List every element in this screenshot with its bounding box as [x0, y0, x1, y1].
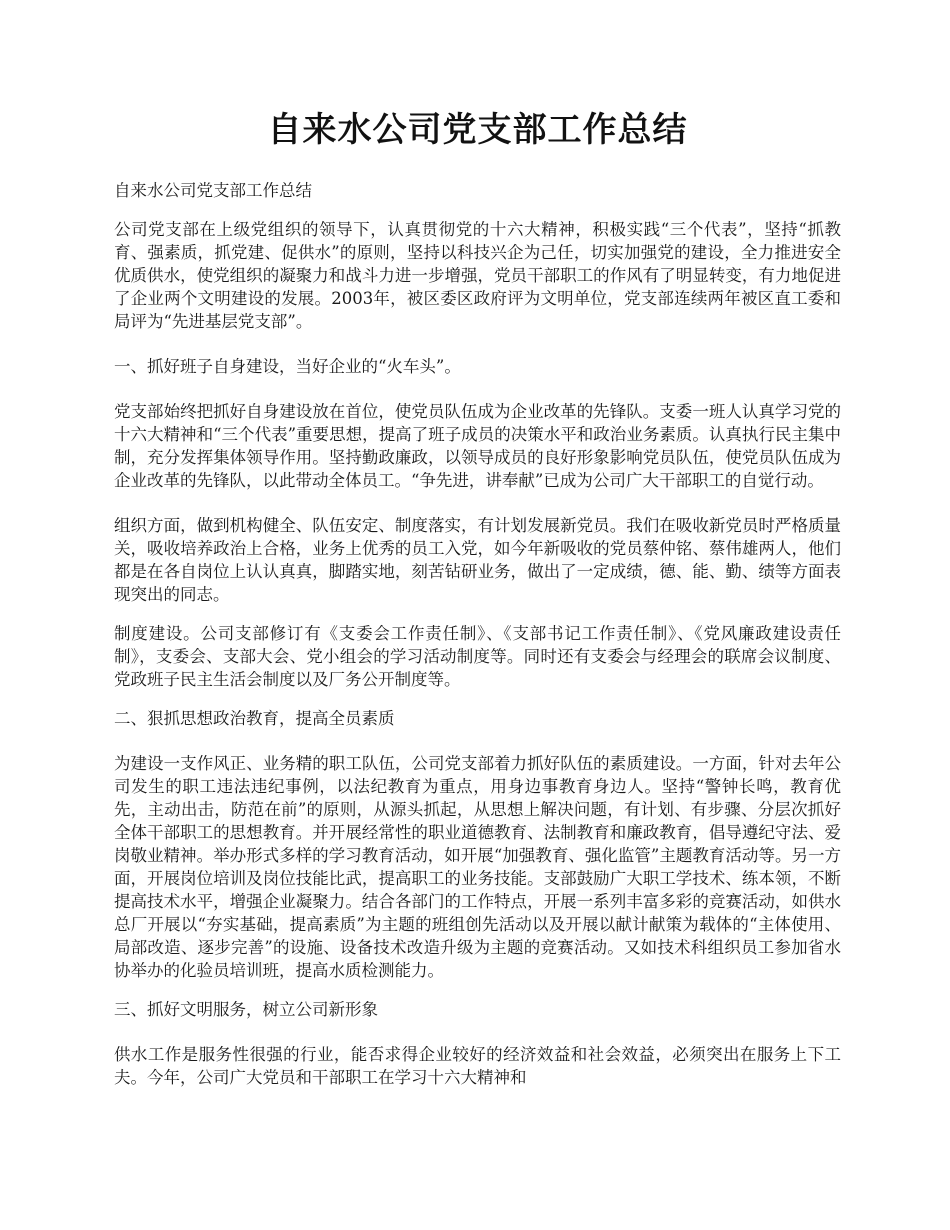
document-title: 自来水公司党支部工作总结: [267, 110, 688, 150]
section-1-paragraph-1: 党支部始终把抓好自身建设放在首位，使党员队伍成为企业改革的先锋队。支委一班人认真学习党的十六大精神和“三个代表”重要思想，提高了班子成员的决策水平和政治业务素质。认真执行民主集中制，充分发挥集体领导作用。坚持勤政廉政，以领导成员的良好形象影响党员队伍，使党员队伍成为企业改革的先锋队，以此带动全体员工。“争先进，讲奉献”已成为公司广大干部职工的自觉行动。: [114, 401, 841, 490]
section-2-heading: 二、狠抓思想政治教育，提高全员素质: [114, 708, 395, 728]
intro-paragraph: 公司党支部在上级党组织的领导下，认真贯彻党的十六大精神，积极实践“三个代表”，坚持“抓教育、强素质，抓党建、促供水”的原则，坚持以科技兴企为己任，切实加强党的建设，全力推进安全优质供水，使党组织的凝聚力和战斗力进一步增强，党员干部职工的作风有了明显转变，有力地促进了企业两个文明建设的发展。2003年，被区委区政府评为文明单位，党支部连续两年被区直工委和局评为“先进基层党支部”。: [114, 219, 841, 331]
section-1-paragraph-3: 制度建设。公司支部修订有《支委会工作责任制》、《支部书记工作责任制》、《党风廉政建设责任制》，支委会、支部大会、党小组会的学习活动制度等。同时还有支委会与经理会的联席会议制度、党政班子民主生活会制度以及厂务公开制度等。: [114, 623, 841, 689]
document-subtitle: 自来水公司党支部工作总结: [114, 180, 312, 200]
section-3-heading: 三、抓好文明服务，树立公司新形象: [114, 999, 378, 1019]
section-3-paragraph-1: 供水工作是服务性很强的行业，能否求得企业较好的经济效益和社会效益，必须突出在服务上下工夫。今年，公司广大党员和干部职工在学习十六大精神和: [114, 1044, 841, 1087]
section-2-paragraph-1: 为建设一支作风正、业务精的职工队伍，公司党支部着力抓好队伍的素质建设。一方面，针对去年公司发生的职工违法违纪事例，以法纪教育为重点，用身边事教育身边人。坚持“警钟长鸣，教育优先，主动出击，防范在前”的原则，从源头抓起，从思想上解决问题，有计划、有步骤、分层次抓好全体干部职工的思想教育。并开展经常性的职业道德教育、法制教育和廉政教育，倡导遵纪守法、爱岗敬业精神。举办形式多样的学习教育活动，如开展“加强教育、强化监管”主题教育活动等。另一方面，开展岗位培训及岗位技能比武，提高职工的业务技能。支部鼓励广大职工学技术、练本领，不断提高技术水平，增强企业凝聚力。结合各部门的工作特点，开展一系列丰富多彩的竞赛活动，如供水总厂开展以“夯实基础，提高素质”为主题的班组创先活动以及开展以献计献策为载体的“主体使用、局部改造、逐步完善”的设施、设备技术改造升级为主题的竞赛活动。又如技术科组织员工参加省水协举办的化验员培训班，提高水质检测能力。: [114, 753, 841, 980]
section-1-paragraph-2: 组织方面，做到机构健全、队伍安定、制度落实，有计划发展新党员。我们在吸收新党员时严格质量关，吸收培养政治上合格，业务上优秀的员工入党，如今年新吸收的党员蔡仲铭、蔡伟雄两人，他们都是在各自岗位上认认真真，脚踏实地，刻苦钻研业务，做出了一定成绩，德、能、勤、绩等方面表现突出的同志。: [114, 515, 841, 604]
section-1-heading: 一、抓好班子自身建设，当好企业的“火车头”。: [114, 356, 461, 376]
document-page: [114, 110, 841, 1105]
